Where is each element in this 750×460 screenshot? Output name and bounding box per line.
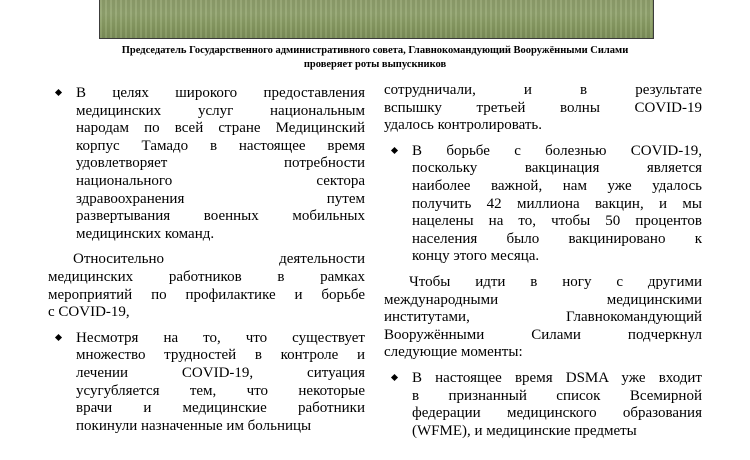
diamond-bullet-icon [391,147,398,154]
caption-line-1: Председатель Государственного административного совета, Главнокомандующий Вооружёнными Силами [121,45,629,56]
bullet-item [48,330,365,436]
cadets-photo [99,0,654,39]
text-line: лечении COVID-19, ситуация [76,364,365,381]
caption-line-2: проверяет роты выпускников [303,59,447,70]
text-line: Чтобы идти в ногу с другими [409,273,702,290]
text-line: мероприятий по профилактике и борьбе [48,286,365,303]
bullet-item [384,143,702,266]
text-line: вспышку третьей волны COVID-19 [384,99,702,116]
text-line: корпус Тамадо в настоящее время [76,137,365,154]
text-line: покинули назначенные им больницы [76,417,312,434]
photo-caption [0,44,750,72]
text-line: Относительно деятельности [73,251,365,268]
text-line: получить 42 миллиона вакцин, и мы [412,195,702,212]
text-line: следующие моменты: [384,344,523,361]
text-line: наиболее важной, нам уже удалось [412,177,702,194]
text-line: усугубляется тем, что некоторые [76,382,365,399]
paragraph [384,274,702,362]
bullet-item [384,370,702,440]
text-line: Несмотря на то, что существует [76,329,365,346]
text-line: медицинских услуг национальным [76,102,365,119]
text-line: (WFME), и медицинские предметы [412,422,637,439]
diamond-bullet-icon [55,334,62,341]
text-line: врачи и медицинские работники [76,400,365,417]
text-line: В борьбе с болезнью COVID-19, [412,142,702,159]
paragraph [384,82,702,135]
text-line: поскольку вакцинация является [412,160,702,177]
text-line: национального сектора [76,172,365,189]
text-line: институтами, Главнокомандующий [384,309,702,326]
text-line: множество трудностей в контроле и [76,347,365,364]
right-column [384,82,702,448]
text-line: В целях широкого предоставления [76,85,365,101]
text-line: медицинских команд. [76,225,215,242]
text-line: населения было вакцинировано к [412,230,702,247]
text-line: с COVID-19, [48,304,130,321]
text-line: концу этого месяца. [412,248,540,265]
text-line: федерации медицинского образования [412,405,702,422]
text-line: международными медицинскими [384,291,702,308]
paragraph [48,251,365,321]
text-line: здравоохранения путем [76,190,365,207]
text-line: удовлетворяет потребности [76,155,365,172]
text-line: удалось контролировать. [384,117,542,134]
bullet-item [48,85,365,243]
text-line: В настоящее время DSMA уже входит [412,369,702,386]
text-line: медицинских работников в рамках [48,268,365,285]
text-line: развертывания военных мобильных [76,208,365,225]
text-line: нацелены на то, чтобы 50 процентов [412,213,702,230]
text-line: сотрудничали, и в результате [384,82,702,98]
left-column [48,85,365,443]
diamond-bullet-icon [55,89,62,96]
text-line: Вооружёнными Силами подчеркнул [384,326,702,343]
text-line: в признанный список Всемирной [412,387,702,404]
diamond-bullet-icon [391,374,398,381]
text-line: народам по всей стране Медицинский [76,120,365,137]
